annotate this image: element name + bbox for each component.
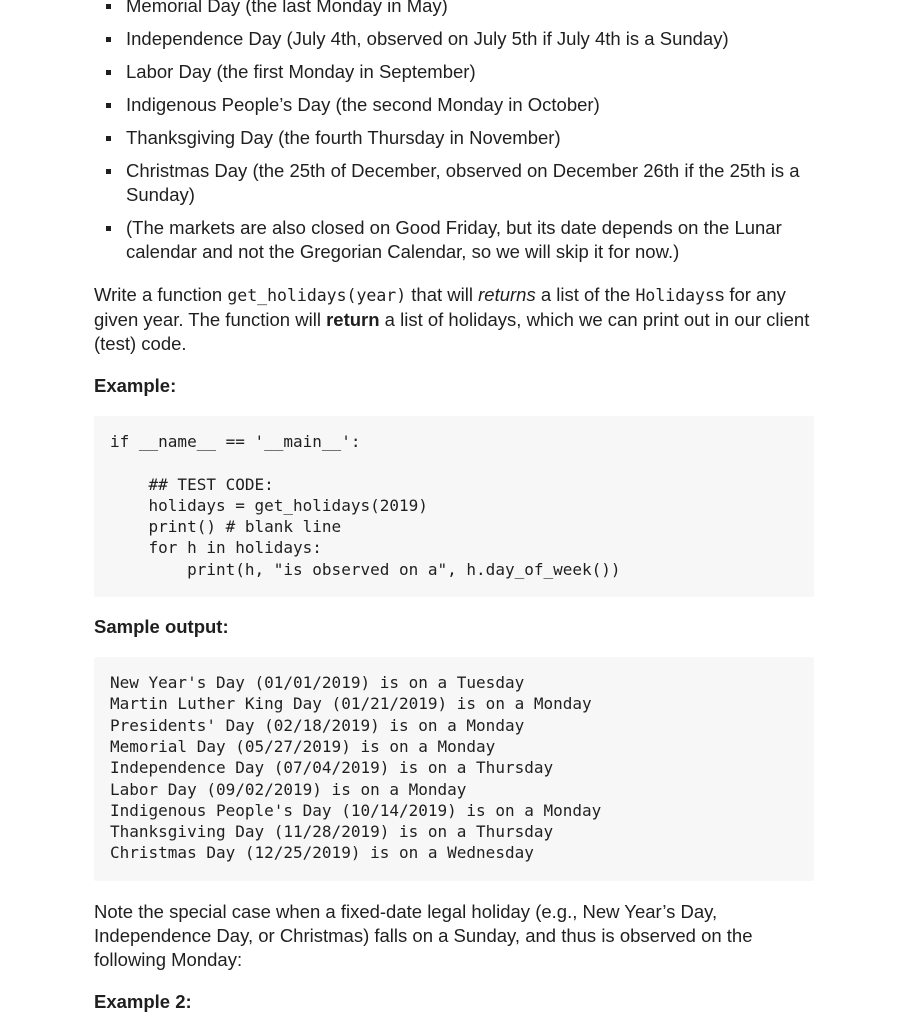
output-line: Independence Day (07/04/2019) is on a Thursday bbox=[110, 758, 554, 778]
instructions-paragraph bbox=[94, 283, 814, 356]
example-heading: Example: bbox=[94, 375, 177, 396]
text-span: a list of holidays, which we can print out in our client (test) code. bbox=[94, 309, 810, 354]
list-item: Independence Day (July 4th, observed on July 5th if July 4th is a Sunday) bbox=[94, 27, 814, 51]
code-line: print() # blank line bbox=[110, 517, 342, 537]
output-line: Presidents' Day (02/18/2019) is on a Monday bbox=[110, 715, 525, 735]
inline-code-class: Holidays bbox=[635, 286, 715, 305]
list-item: (The markets are also closed on Good Friday, but its date depends on the Lunar calendar and not the Gregorian Calendar, so we will skip it for now.) bbox=[94, 216, 814, 264]
inline-code-function: get_holidays(year) bbox=[227, 286, 407, 305]
text-span: s for any given year. The function will bbox=[94, 284, 786, 330]
code-line: for h in holidays: bbox=[110, 538, 322, 558]
output-line: Memorial Day (05/27/2019) is on a Monday bbox=[110, 736, 496, 756]
output-line: New Year's Day (01/01/2019) is on a Tuesday bbox=[110, 673, 525, 693]
code-line: if __name__ == '__main__': bbox=[110, 432, 361, 451]
output-line: Christmas Day (12/25/2019) is on a Wednesday bbox=[110, 843, 534, 863]
text-span: that will bbox=[406, 284, 479, 305]
list-item: Christmas Day (the 25th of December, observed on December 26th if the 25th is a Sunday) bbox=[94, 159, 814, 207]
code-line: holidays = get_holidays(2019) bbox=[110, 495, 428, 515]
sample-output-block bbox=[94, 657, 814, 881]
list-item: Memorial Day (the last Monday in May) bbox=[94, 0, 814, 18]
sample-output-heading: Sample output: bbox=[94, 616, 229, 638]
output-line: Indigenous People's Day (10/14/2019) is on a Monday bbox=[110, 800, 602, 820]
text-span: Write a function bbox=[94, 284, 228, 305]
output-line: Thanksgiving Day (11/28/2019) is on a Thursday bbox=[110, 822, 554, 842]
output-line: Labor Day (09/02/2019) is on a Monday bbox=[110, 779, 467, 799]
strong-text: return bbox=[326, 309, 380, 330]
list-item: Thanksgiving Day (the fourth Thursday in November) bbox=[94, 126, 814, 150]
output-line: Martin Luther King Day (01/21/2019) is on a Monday bbox=[110, 694, 592, 714]
code-line: ## TEST CODE: bbox=[110, 474, 274, 494]
example2-heading: Example 2: bbox=[94, 990, 192, 1012]
document-content bbox=[94, 0, 814, 1014]
holiday-list bbox=[94, 0, 814, 264]
list-item: Indigenous People’s Day (the second Monday in October) bbox=[94, 93, 814, 117]
list-item: Labor Day (the first Monday in September) bbox=[94, 60, 814, 84]
emphasis-text: returns bbox=[478, 284, 536, 305]
example-code-block bbox=[94, 416, 814, 597]
text-span: a list of the bbox=[535, 284, 636, 305]
code-line: print(h, "is observed on a", h.day_of_week()) bbox=[110, 559, 621, 579]
special-case-paragraph: Note the special case when a fixed-date legal holiday (e.g., New Year’s Day, Independence Day, or Christmas) falls on a Sunday, and thus is observed on the following Monday: bbox=[94, 900, 753, 970]
code-line bbox=[110, 452, 798, 473]
